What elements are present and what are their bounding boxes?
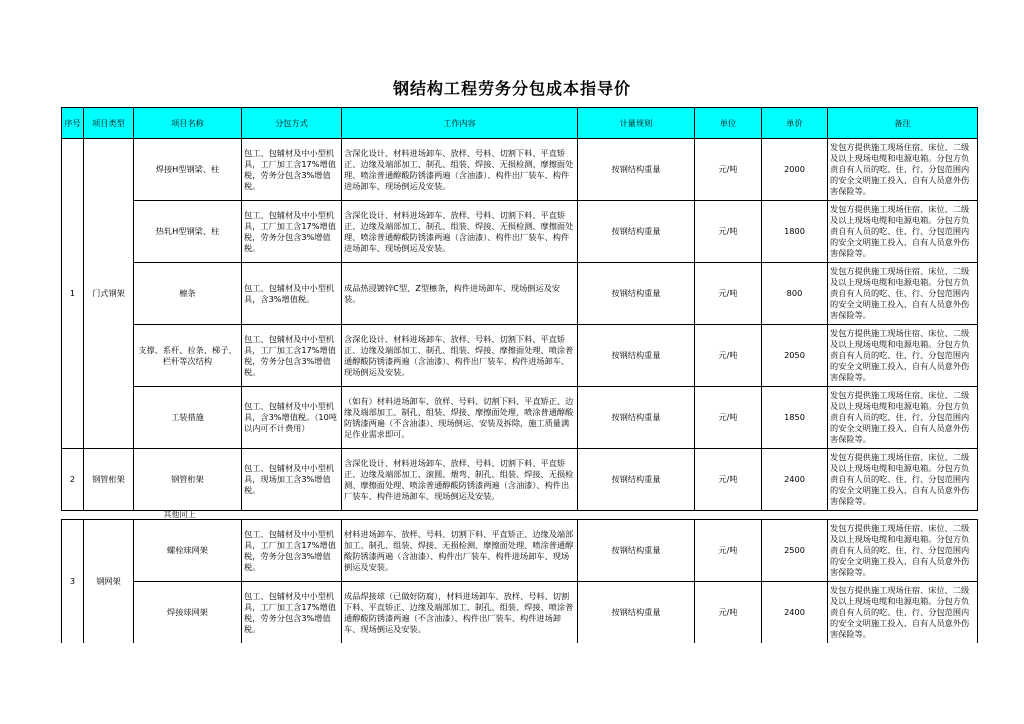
cell-price[interactable]: 1800 <box>762 201 828 263</box>
cell-unit[interactable]: 元/吨 <box>695 263 762 325</box>
cell-remark[interactable]: 发包方提供施工现场住宿、床位、二级及以上现场电缆和电源电箱。分包方负责自有人员的吃、住、行、分包范围内的安全文明施工投入、自有人员意外伤害保险等。 <box>828 325 978 387</box>
table-row <box>62 520 978 582</box>
cell-price[interactable]: 1850 <box>762 387 828 449</box>
header-unit[interactable]: 单位 <box>695 108 762 139</box>
note-blank <box>62 511 134 520</box>
note-row <box>62 511 978 520</box>
header-index[interactable]: 序号 <box>62 108 84 139</box>
cell-price[interactable]: 2500 <box>762 520 828 582</box>
header-rule[interactable]: 计量规则 <box>578 108 695 139</box>
cell-remark[interactable]: 发包方提供施工现场住宿、床位、二级及以上现场电缆和电源电箱。分包方负责自有人员的吃、住、行、分包范围内的安全文明施工投入、自有人员意外伤害保险等。 <box>828 387 978 449</box>
table-row <box>62 263 978 325</box>
cell-type[interactable]: 钢管桁架 <box>84 449 134 511</box>
cell-method[interactable]: 包工、包辅材及中小型机具，现场加工含3%增值税。 <box>242 449 342 511</box>
header-remark[interactable]: 备注 <box>828 108 978 139</box>
header-type[interactable]: 项目类型 <box>84 108 134 139</box>
header-method[interactable]: 分包方式 <box>242 108 342 139</box>
cell-unit[interactable]: 元/吨 <box>695 582 762 644</box>
cell-method[interactable]: 包工、包辅材及中小型机具，工厂加工含17%增值税，劳务分包含3%增值税。 <box>242 582 342 644</box>
cell-content[interactable]: 含深化设计、材料进场卸车、放样、号料、切割下料、平直矫正、边缘及端部加工、制孔、组装、焊接、无损检测、摩擦面处理、喷涂普通醇酸防锈漆两遍（含油漆）、构件出厂装车、构件进场卸车、现场倒运及安装。 <box>342 201 578 263</box>
cell-unit[interactable]: 元/吨 <box>695 449 762 511</box>
cell-index[interactable]: 2 <box>62 449 84 511</box>
cell-name[interactable]: 热轧H型钢梁、柱 <box>134 201 242 263</box>
cell-rule[interactable]: 按钢结构重量 <box>578 520 695 582</box>
cell-rule[interactable]: 按钢结构重量 <box>578 325 695 387</box>
cost-guide-table <box>61 107 978 643</box>
cell-remark[interactable]: 发包方提供施工现场住宿、床位、二级及以上现场电缆和电源电箱。分包方负责自有人员的吃、住、行、分包范围内的安全文明施工投入、自有人员意外伤害保险等。 <box>828 582 978 644</box>
header-price[interactable]: 单价 <box>762 108 828 139</box>
cell-type[interactable]: 门式钢架 <box>84 139 134 449</box>
cell-content[interactable]: （如有）材料进场卸车、放样、号料、切割下料、平直矫正、边缘及端部加工、制孔、组装、焊接、摩擦面处理、喷涂普通醇酸防锈漆两遍（不含油漆）、现场倒运、安装及拆除，施工质量满足作业需求即可。 <box>342 387 578 449</box>
cell-name[interactable]: 檩条 <box>134 263 242 325</box>
table-row <box>62 449 978 511</box>
cell-price[interactable]: 800 <box>762 263 828 325</box>
cell-rule[interactable]: 按钢结构重量 <box>578 139 695 201</box>
cell-unit[interactable]: 元/吨 <box>695 520 762 582</box>
table-row <box>62 325 978 387</box>
cell-name[interactable]: 钢管桁架 <box>134 449 242 511</box>
cell-rule[interactable]: 按钢结构重量 <box>578 582 695 644</box>
cell-rule[interactable]: 按钢结构重量 <box>578 387 695 449</box>
cell-remark[interactable]: 发包方提供施工现场住宿、床位、二级及以上现场电缆和电源电箱。分包方负责自有人员的吃、住、行、分包范围内的安全文明施工投入、自有人员意外伤害保险等。 <box>828 139 978 201</box>
note-text[interactable]: 其他同上 <box>163 510 196 519</box>
table-row <box>62 201 978 263</box>
header-row <box>62 108 978 139</box>
cell-index[interactable]: 3 <box>62 520 84 644</box>
cell-index[interactable]: 1 <box>62 139 84 449</box>
cell-rule[interactable]: 按钢结构重量 <box>578 201 695 263</box>
cell-method[interactable]: 包工、包辅材及中小型机具，含3%增值税。（10吨以内可不计费用） <box>242 387 342 449</box>
cell-name[interactable]: 支撑、系杆、拉条、梯子、栏杆等次结构 <box>134 325 242 387</box>
cell-content[interactable]: 含深化设计、材料进场卸车、放样、号料、切割下料、平直矫正、边缘及端部加工、制孔、组装、焊接、无损检测、摩擦面处理、喷涂普通醇酸防锈漆两遍（含油漆）、构件出厂装车、构件进场卸车、现场倒运及安装。 <box>342 139 578 201</box>
cell-content[interactable]: 成品焊接球（已做好防腐），材料进场卸车、放样、号料、切割下料、平直矫正、边缘及端部加工、制孔、组装、焊接、喷涂普通醇酸防锈漆两遍（不含油漆）、构件出厂装车、构件进场卸车、现场倒运及安装。 <box>342 582 578 644</box>
table-row <box>62 387 978 449</box>
header-content[interactable]: 工作内容 <box>342 108 578 139</box>
cell-method[interactable]: 包工、包辅材及中小型机具，工厂加工含17%增值税，劳务分包含3%增值税。 <box>242 139 342 201</box>
cell-remark[interactable]: 发包方提供施工现场住宿、床位、二级及以上现场电缆和电源电箱。分包方负责自有人员的吃、住、行、分包范围内的安全文明施工投入、自有人员意外伤害保险等。 <box>828 449 978 511</box>
cell-content[interactable]: 成品热浸镀锌C型、Z型檩条，构件进场卸车、现场倒运及安装。 <box>342 263 578 325</box>
cell-name[interactable]: 焊接H型钢梁、柱 <box>134 139 242 201</box>
cell-rule[interactable]: 按钢结构重量 <box>578 449 695 511</box>
cell-rule[interactable]: 按钢结构重量 <box>578 263 695 325</box>
cell-price[interactable]: 2050 <box>762 325 828 387</box>
cell-content[interactable]: 材料进场卸车、放样、号料、切割下料、平直矫正、边缘及端部加工、制孔、组装、焊接、无损检测、摩擦面处理、喷涂普通醇酸防锈漆两遍（含油漆）、构件出厂装车、构件进场卸车、现场倒运及安装。 <box>342 520 578 582</box>
cell-content[interactable]: 含深化设计、材料进场卸车、放样、号料、切割下料、平直矫正、边缘及端部加工、制孔、组装、焊接、摩擦面处理、喷涂普通醇酸防锈漆两遍（含油漆）、构件出厂装车、构件进场卸车、现场倒运及安装。 <box>342 325 578 387</box>
cell-name[interactable]: 工装措施 <box>134 387 242 449</box>
cell-name[interactable]: 焊接球网架 <box>134 582 242 644</box>
cell-unit[interactable]: 元/吨 <box>695 325 762 387</box>
cell-content[interactable]: 含深化设计、材料进场卸车、放样、号料、切割下料、平直矫正、边缘及端部加工、滚圆、煨弯、制孔、组装、焊接、无损检测、摩擦面处理、喷涂普通醇酸防锈漆两遍（含油漆）、构件出厂装车、构件进场卸车、现场倒运及安装。 <box>342 449 578 511</box>
cell-name[interactable]: 螺栓球网架 <box>134 520 242 582</box>
cell-price[interactable]: 2400 <box>762 582 828 644</box>
table-row <box>62 139 978 201</box>
cell-price[interactable]: 2000 <box>762 139 828 201</box>
sheet-title: 钢结构工程劳务分包成本指导价 <box>392 79 631 98</box>
cell-method[interactable]: 包工、包辅材及中小型机具，工厂加工含17%增值税，劳务分包含3%增值税。 <box>242 201 342 263</box>
cell-unit[interactable]: 元/吨 <box>695 201 762 263</box>
cell-price[interactable]: 2400 <box>762 449 828 511</box>
cell-method[interactable]: 包工、包辅材及中小型机具，工厂加工含17%增值税，劳务分包含3%增值税。 <box>242 520 342 582</box>
cell-remark[interactable]: 发包方提供施工现场住宿、床位、二级及以上现场电缆和电源电箱。分包方负责自有人员的吃、住、行、分包范围内的安全文明施工投入、自有人员意外伤害保险等。 <box>828 201 978 263</box>
cell-unit[interactable]: 元/吨 <box>695 139 762 201</box>
cell-unit[interactable]: 元/吨 <box>695 387 762 449</box>
cell-method[interactable]: 包工、包辅材及中小型机具，工厂加工含17%增值税，劳务分包含3%增值税。 <box>242 325 342 387</box>
cell-remark[interactable]: 发包方提供施工现场住宿、床位、二级及以上现场电缆和电源电箱。分包方负责自有人员的吃、住、行、分包范围内的安全文明施工投入、自有人员意外伤害保险等。 <box>828 263 978 325</box>
header-name[interactable]: 项目名称 <box>134 108 242 139</box>
cell-remark[interactable]: 发包方提供施工现场住宿、床位、二级及以上现场电缆和电源电箱。分包方负责自有人员的吃、住、行、分包范围内的安全文明施工投入、自有人员意外伤害保险等。 <box>828 520 978 582</box>
cell-method[interactable]: 包工、包辅材及中小型机具，含3%增值税。 <box>242 263 342 325</box>
table-row <box>62 582 978 644</box>
cell-type[interactable]: 钢网架 <box>84 520 134 644</box>
